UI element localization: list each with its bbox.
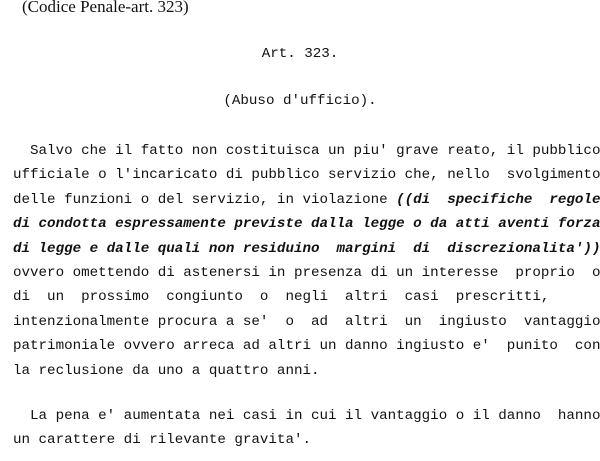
text-line: patrimoniale ovvero arreca ad altri un danno ingiusto e' punito con — [13, 338, 600, 355]
text-line: la reclusione da uno a quattro anni. — [13, 362, 320, 379]
source-header: (Codice Penale-art. 323) — [22, 0, 189, 16]
text-line: ufficiale o l'incaricato di pubblico servizio che, nello svolgimento — [13, 167, 600, 184]
text-line: Salvo che il fatto non costituisca un piu' grave reato, il pubblico — [13, 143, 600, 159]
text-line: di un prossimo congiunto o negli altri casi prescritti, — [13, 289, 550, 306]
text-line: un carattere di rilevante gravita'. — [13, 432, 311, 449]
text-line: La pena e' aumentata nei casi in cui il vantaggio o il danno hanno — [13, 408, 600, 424]
article-paragraph-1 — [13, 139, 600, 383]
amended-text: ((di specifiche regole — [396, 191, 600, 208]
text-line — [13, 188, 600, 212]
article-title: Art. 323. — [261, 46, 339, 62]
text-line: intenzionalmente procura a se' o ad altri un ingiusto vantaggio — [13, 313, 600, 330]
amended-text-line: di legge e dalle quali non residuino margini di discrezionalita')) — [13, 240, 600, 257]
article-subtitle: (Abuso d'ufficio). — [223, 93, 377, 109]
text-segment: delle funzioni o del servizio, in violazione — [13, 191, 397, 208]
amended-text-line: di condotta espressamente previste dalla legge o da atti aventi forza — [13, 216, 600, 233]
article-paragraph-2 — [13, 404, 600, 453]
text-line: ovvero omettendo di astenersi in presenza di un interesse proprio o — [13, 264, 600, 281]
